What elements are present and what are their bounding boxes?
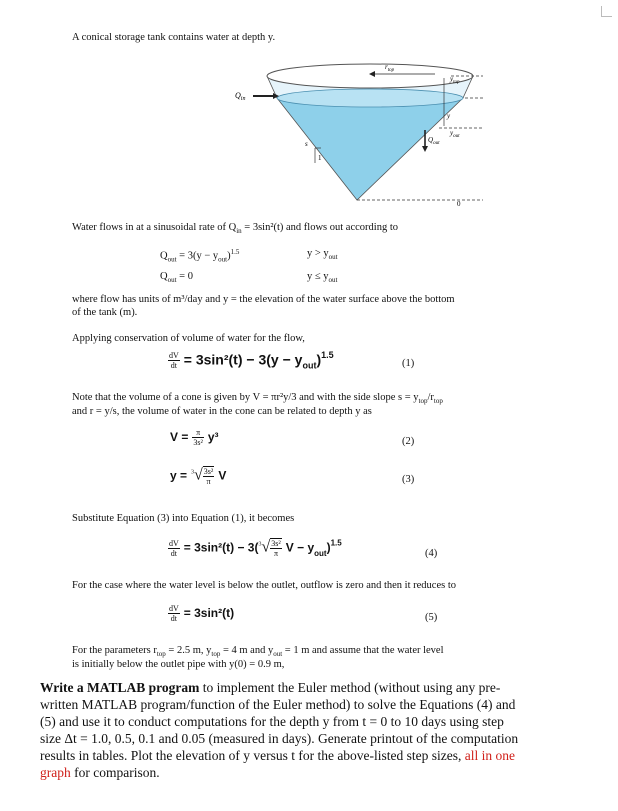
case-text: For the case where the water level is below the outlet, outflow is zero and then it reduces to (72, 580, 456, 591)
task-line6-rest: for comparison. (70, 765, 160, 780)
task-line-6 (40, 765, 160, 781)
units-line-2: of the tank (m). (72, 307, 138, 318)
eq5-number: (5) (425, 612, 438, 623)
eq2-frac (192, 428, 204, 447)
water-cone (277, 98, 463, 200)
units-line-1: where flow has units of m³/day and y = the elevation of the water surface above the bottom (72, 294, 455, 305)
substitute-text: Substitute Equation (3) into Equation (1), it becomes (72, 513, 295, 524)
params-a: For the parameters r (72, 645, 157, 656)
task-line-5 (40, 748, 515, 764)
eq1-exp: 1.5 (321, 350, 334, 360)
eq1-rhs-end: ) (316, 351, 322, 368)
params-sub3: out (273, 650, 283, 659)
eq4-den: π (273, 549, 279, 558)
eq4-radical: √ (261, 538, 271, 556)
eq2-rhs: y³ (207, 430, 219, 445)
params-line-1 (72, 645, 444, 658)
tank-rim (267, 64, 473, 88)
eq1-frac (168, 351, 180, 370)
note-line-2: and r = y/s, the volume of water in the cone can be related to depth y as (72, 406, 372, 417)
qout1-q: Q (160, 250, 168, 262)
eq5-frac (168, 604, 180, 623)
eq4-rhs2-sub: out (314, 548, 327, 558)
qout1-rhs-end: ) (227, 250, 231, 262)
qout-label: $Q_{out}$ (428, 136, 440, 146)
task-line5-main: results in tables. Plot the elevation of y versus t for the above-listed step sizes, (40, 748, 465, 763)
eq2-pi: π (192, 428, 204, 438)
qout2-q: Q (160, 271, 168, 282)
outflow-arrow (422, 146, 428, 152)
one-label: 1 (318, 154, 322, 162)
qout1-rhs-sub: out (218, 255, 228, 264)
eq5-dv: dV (169, 604, 179, 613)
params-c: = 4 m and y (222, 645, 274, 656)
qout2-sub: out (167, 276, 177, 285)
eq4-rhs2: V − y (285, 540, 315, 555)
note-line1-sub: top (418, 397, 428, 406)
qin-label: $Q_{in}$ (235, 91, 246, 102)
eq1-dt: dt (170, 361, 177, 371)
equation-5 (168, 604, 234, 623)
eq3-root-index: 3 (191, 469, 195, 476)
note-line-1 (72, 392, 443, 405)
eq1-number: (1) (402, 358, 415, 369)
qout-eq-1 (160, 248, 239, 264)
eq4-inner-frac (270, 538, 282, 558)
intro-text: A conical storage tank contains water at depth y. (72, 32, 276, 43)
eq2-den: 3s² (193, 438, 203, 447)
equation-1 (168, 350, 334, 371)
eq3-number: (3) (402, 474, 415, 485)
cond1-text: y > y (307, 248, 329, 259)
task-line5-red: all in one (464, 748, 516, 763)
y-label: y (447, 112, 451, 120)
qout1-sub: out (167, 255, 177, 264)
cond2-sub: out (328, 276, 338, 285)
eq5-rhs: = 3sin²(t) (183, 606, 235, 621)
eq2-lhs: V = (170, 430, 189, 445)
eq4-rhs1: = 3sin²(t) − 3( (183, 540, 259, 555)
task-line-1 (40, 680, 500, 696)
eq5-dt: dt (170, 614, 177, 623)
note-line1-mid: /r (427, 392, 434, 403)
eq3-num: 3s² (203, 467, 214, 476)
eq2-number: (2) (402, 436, 415, 447)
ytop-label: $y_{top}$ (450, 75, 460, 85)
params-b: = 2.5 m, y (168, 645, 212, 656)
params-line-2: is initially below the outlet pipe with y(0) = 0.9 m, (72, 659, 285, 670)
eq3-lhs: y = (170, 468, 188, 483)
eq3-den: π (206, 477, 211, 486)
flow-text (72, 222, 398, 235)
eq1-rhs-sub: out (302, 360, 317, 371)
eq4-rhs-end: ) (326, 540, 331, 555)
eq4-root-index: 3 (258, 541, 262, 548)
task-bold: Write a MATLAB program (40, 680, 200, 695)
note-line1-sub2: top (433, 397, 443, 406)
params-sub1: top (156, 650, 166, 659)
eq1-dv: dV (169, 351, 179, 361)
params-d: = 1 m and assume that the water level (284, 645, 444, 656)
qout-eq-2 (160, 271, 193, 284)
conical-tank-diagram (225, 58, 485, 208)
eq3-frac (203, 466, 215, 486)
task-line-4: size Δt = 1.0, 0.5, 0.1 and 0.05 (measured in days). Generate printout of the computation (40, 731, 519, 746)
page-corner-mark (601, 6, 612, 17)
equation-3 (170, 466, 226, 486)
params-sub2: top (211, 650, 221, 659)
flow-text-tail: = 3sin²(t) and flows out according to (244, 222, 398, 233)
qout2-rhs: = 0 (179, 271, 193, 282)
eq3-radical: √ (194, 466, 203, 484)
qout1-rhs: = 3(y − y (179, 250, 219, 262)
eq4-number: (4) (425, 548, 438, 559)
cond-2 (307, 271, 337, 284)
eq1-rhs: = 3sin²(t) − 3(y − y (183, 351, 303, 368)
qout1-exp: 1.5 (230, 248, 240, 256)
note-line1-main: Note that the volume of a cone is given by V = πr²y/3 and with the side slope s = y (72, 392, 419, 403)
eq4-num: 3s² (271, 539, 281, 548)
flow-text-sub: in (236, 227, 242, 236)
task-line-2: written MATLAB program/function of the Euler method) to solve the Equations (4) and (40, 697, 516, 712)
rtop-label: $r_{top}$ (385, 63, 395, 73)
eq4-exp: 1.5 (330, 538, 342, 548)
cond2-text: y ≤ y (307, 271, 329, 282)
task-line1-rest: to implement the Euler method (without using any pre- (199, 680, 501, 695)
eq4-dt: dt (170, 548, 177, 558)
equation-2 (170, 428, 219, 447)
eq3-rhs: V (218, 468, 227, 483)
flow-text-main: Water flows in at a sinusoidal rate of Q (72, 222, 237, 233)
eq4-frac (168, 539, 180, 558)
cond1-sub: out (328, 253, 338, 262)
cond-1 (307, 248, 338, 261)
water-surface (277, 89, 463, 107)
zero-label: 0 (457, 200, 461, 208)
task-line6-red: graph (40, 765, 71, 780)
equation-4 (168, 538, 342, 558)
slope-label: s (305, 140, 308, 148)
task-line-3: (5) and use it to conduct computations for the depth y from t = 0 to 10 days using step (40, 714, 504, 729)
yout-label: $y_{out}$ (450, 129, 460, 139)
eq4-dv: dV (169, 538, 179, 548)
applying-text: Applying conservation of volume of water for the flow, (72, 333, 305, 344)
